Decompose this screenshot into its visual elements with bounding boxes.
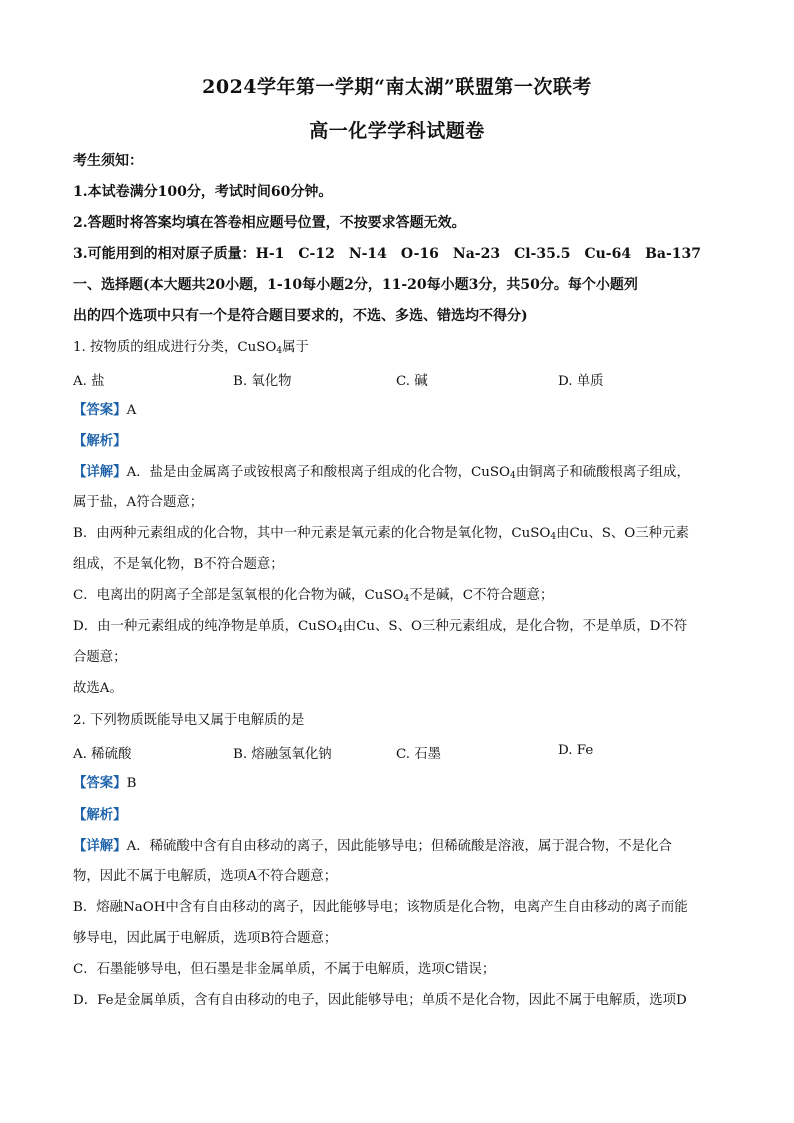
q2-stem: 2. 下列物质既能导电又属于电解质的是 xyxy=(73,713,305,728)
q2-analysis xyxy=(73,806,127,825)
q2-option-d: D. Fe xyxy=(558,743,594,758)
q2-option-b: B. 熔融氢氧化钠 xyxy=(233,747,332,762)
q1-detail-text: B．由两种元素组成的化合物，其中一种元素是氧元素的化合物是氧化物，CuSO xyxy=(73,526,551,541)
q1-stem-text: 1. 按物质的组成进行分类，CuSO xyxy=(73,340,277,355)
q1-detail-text-end: 不是碱，C不符合题意； xyxy=(409,588,554,603)
q2-option-c: C. 石墨 xyxy=(396,747,442,762)
q2-detail-line-5: C．石墨能够导电，但石墨是非金属单质，不属于电解质，选项C错误； xyxy=(73,962,496,977)
section-heading-line-2: 出的四个选项中只有一个是符合题目要求的，不选、多选、错选均不得分) xyxy=(73,308,528,324)
q1-stem xyxy=(73,339,309,360)
q1-detail-line-5 xyxy=(73,587,553,608)
q1-detail-sub: 4 xyxy=(403,594,410,604)
analysis-tag: 【解析】 xyxy=(73,433,127,449)
q1-answer xyxy=(73,401,136,420)
answer-tag: 【答案】 xyxy=(73,775,127,791)
q2-answer xyxy=(73,774,136,793)
q1-stem-text-end: 属于 xyxy=(282,340,309,355)
q1-detail-text-end: 由Cu、S、O三种元素 xyxy=(556,526,689,541)
q1-detail-line-1 xyxy=(73,463,690,485)
q2-detail-line-2: 物，因此不属于电解质，选项A不符合题意； xyxy=(73,869,338,884)
q2-detail-line-6: D．Fe是金属单质，含有自由移动的电子，因此能够导电；单质不是化合物，因此不属于电解质，选项D xyxy=(73,993,687,1008)
detail-tag: 【详解】 xyxy=(73,464,127,480)
q1-detail-text: D．由一种元素组成的纯净物是单质，CuSO xyxy=(73,619,338,634)
detail-tag: 【详解】 xyxy=(73,838,127,854)
answer-tag: 【答案】 xyxy=(73,402,127,418)
q2-detail-line-4: 够导电，因此属于电解质，选项B符合题意； xyxy=(73,931,338,946)
section-heading-line-1: 一、选择题(本大题共20小题，1-10每小题2分，11-20每小题3分，共50分。每个小题列 xyxy=(73,277,638,293)
q1-detail-sub: 4 xyxy=(550,532,557,542)
q1-detail-line-6 xyxy=(73,618,687,639)
notice-item-1: 1.本试卷满分100分，考试时间60分钟。 xyxy=(73,184,333,200)
q1-detail-line-7: 合题意； xyxy=(73,650,127,665)
q1-detail-line-2: 属于盐，A符合题意； xyxy=(73,495,204,510)
q1-detail-line-4: 组成，不是氧化物，B不符合题意； xyxy=(73,557,284,572)
q1-option-a: A. 盐 xyxy=(73,374,105,389)
q1-answer-value: A xyxy=(126,403,137,418)
q2-detail-line-3: B．熔融NaOH中含有自由移动的离子，因此能够导电；该物质是化合物，电离产生自由移动的离子而能 xyxy=(73,900,688,915)
q1-detail-text-end: 由Cu、S、O三种元素组成，是化合物，不是单质，D不符 xyxy=(342,619,688,634)
q1-detail-text: C．电离出的阴离子全部是氢氧根的化合物为碱，CuSO xyxy=(73,588,404,603)
q2-detail-text: A．稀硫酸中含有自由移动的离子，因此能够导电；但稀硫酸是溶液，属于混合物，不是化合 xyxy=(126,839,672,854)
q1-conclusion: 故选A。 xyxy=(73,681,123,696)
q1-detail-sub: 4 xyxy=(337,625,343,635)
q1-option-b: B. 氧化物 xyxy=(233,374,292,389)
exam-title: 2024学年第一学期“南太湖”联盟第一次联考 xyxy=(202,76,592,98)
q2-detail-line-1 xyxy=(73,837,672,856)
exam-subtitle: 高一化学学科试题卷 xyxy=(309,120,485,142)
notice-heading: 考生须知： xyxy=(73,153,143,169)
q1-detail-text-end: 由铜离子和硫酸根离子组成， xyxy=(515,465,690,480)
q1-detail-text: A．盐是由金属离子或铵根离子和酸根离子组成的化合物，CuSO xyxy=(126,465,511,480)
q1-detail-line-3 xyxy=(73,525,689,546)
q1-stem-sub: 4 xyxy=(276,346,283,356)
analysis-tag: 【解析】 xyxy=(73,807,127,823)
q1-option-d: D. 单质 xyxy=(558,374,604,389)
q1-option-c: C. 碱 xyxy=(396,374,428,389)
notice-item-2: 2.答题时将答案均填在答卷相应题号位置，不按要求答题无效。 xyxy=(73,215,466,231)
q1-detail-sub: 4 xyxy=(510,471,516,481)
q1-analysis xyxy=(73,432,127,451)
q2-answer-value: B xyxy=(126,776,137,791)
notice-item-3: 3.可能用到的相对原子质量：H-1 C-12 N-14 O-16 Na-23 Cl-35.5 Cu-64 Ba-137 xyxy=(73,246,702,262)
q2-option-a: A. 稀硫酸 xyxy=(73,747,132,762)
